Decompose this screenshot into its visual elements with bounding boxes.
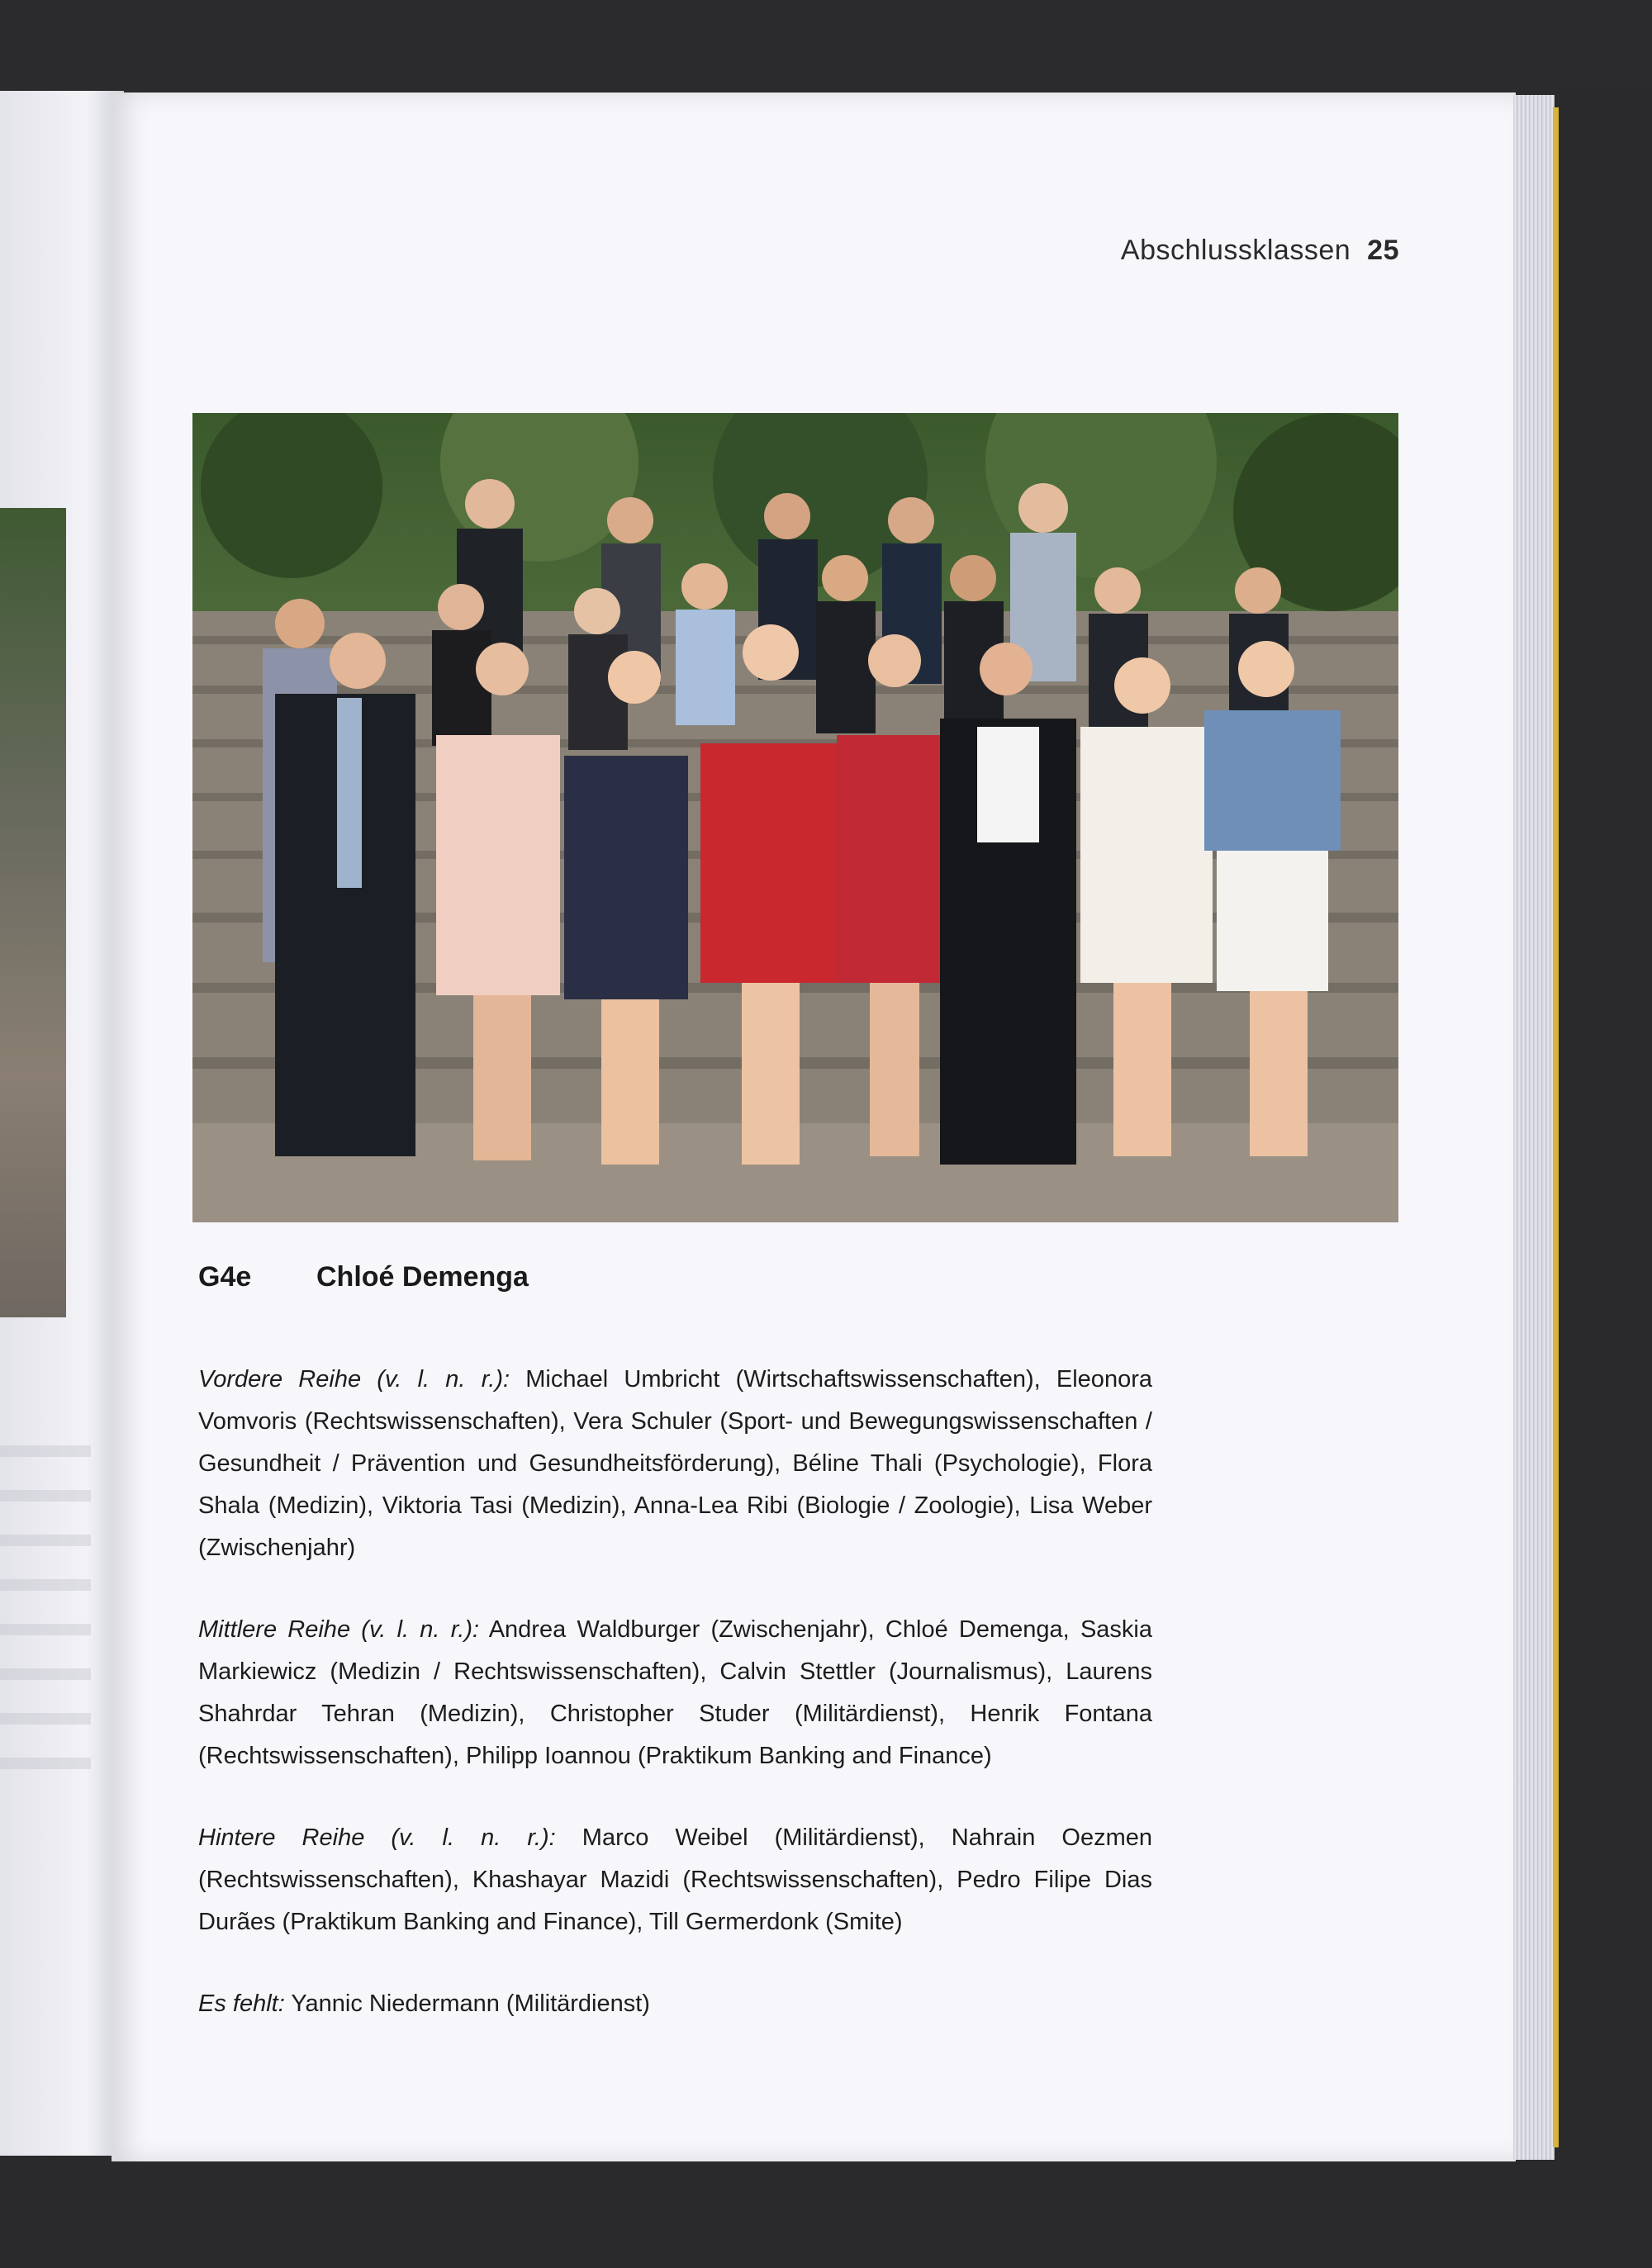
row-names: Michael Umbricht (Wirtschaftswissenschaften), Eleonora Vomvoris (Rechtswissenschaften), Vera Schuler (Sport- und Bewegungswissenschaften / Gesundheit / Prävention und Gesundheitsförderung), Béline Thali (Psychologie), Flora Shala (Medizin), Viktoria Tasi (Medizin), Anna-Lea Ribi (Biologie / Zoologie), Lisa Weber (Zwischenjahr) — [198, 1366, 1152, 1561]
missing-student — [198, 1983, 1152, 2025]
row-names: Marco Weibel (Militärdienst), Nahrain Oezmen (Rechtswissenschaften), Khashayar Mazidi (Rechtswissenschaften), Pedro Filipe Dias Durães (Praktikum Banking and Finance), Till Germerdonk (Smite) — [198, 1824, 1152, 1935]
previous-page-photo-fragment — [0, 508, 66, 1317]
previous-page-text-fragment — [0, 1445, 91, 1802]
missing-name: Yannic Niedermann (Militärdienst) — [291, 1990, 650, 2017]
class-code: G4e — [198, 1261, 252, 1293]
running-header — [1121, 235, 1399, 267]
section-title: Abschlussklassen — [1120, 235, 1351, 266]
row-label: Hintere Reihe (v. l. n. r.): — [198, 1824, 556, 1851]
row-label: Vordere Reihe (v. l. n. r.): — [198, 1366, 510, 1393]
cover-edge — [1553, 107, 1559, 2147]
previous-page-edge — [0, 91, 124, 2156]
class-teacher: Chloé Demenga — [316, 1261, 529, 1293]
page-number: 25 — [1367, 235, 1399, 266]
row-front — [198, 1359, 1152, 1569]
row-label: Mittlere Reihe (v. l. n. r.): — [198, 1616, 480, 1643]
row-back — [198, 1817, 1152, 1943]
scanner-background — [0, 0, 1652, 91]
missing-label: Es fehlt: — [198, 1990, 285, 2017]
student-list — [198, 1359, 1152, 2065]
row-names: Andrea Waldburger (Zwischenjahr), Chloé Demenga, Saskia Markiewicz (Medizin / Rechtswissenschaften), Calvin Stettler (Journalismus), Laurens Shahrdar Tehran (Medizin), Christopher Studer (Militärdienst), Henrik Fontana (Rechtswissenschaften), Philipp Ioannou (Praktikum Banking and Finance) — [198, 1616, 1152, 1769]
class-group-photo — [192, 413, 1398, 1222]
row-middle — [198, 1609, 1152, 1777]
page-stack-edge — [1513, 95, 1555, 2160]
group-photo-illustration — [192, 413, 1398, 1222]
